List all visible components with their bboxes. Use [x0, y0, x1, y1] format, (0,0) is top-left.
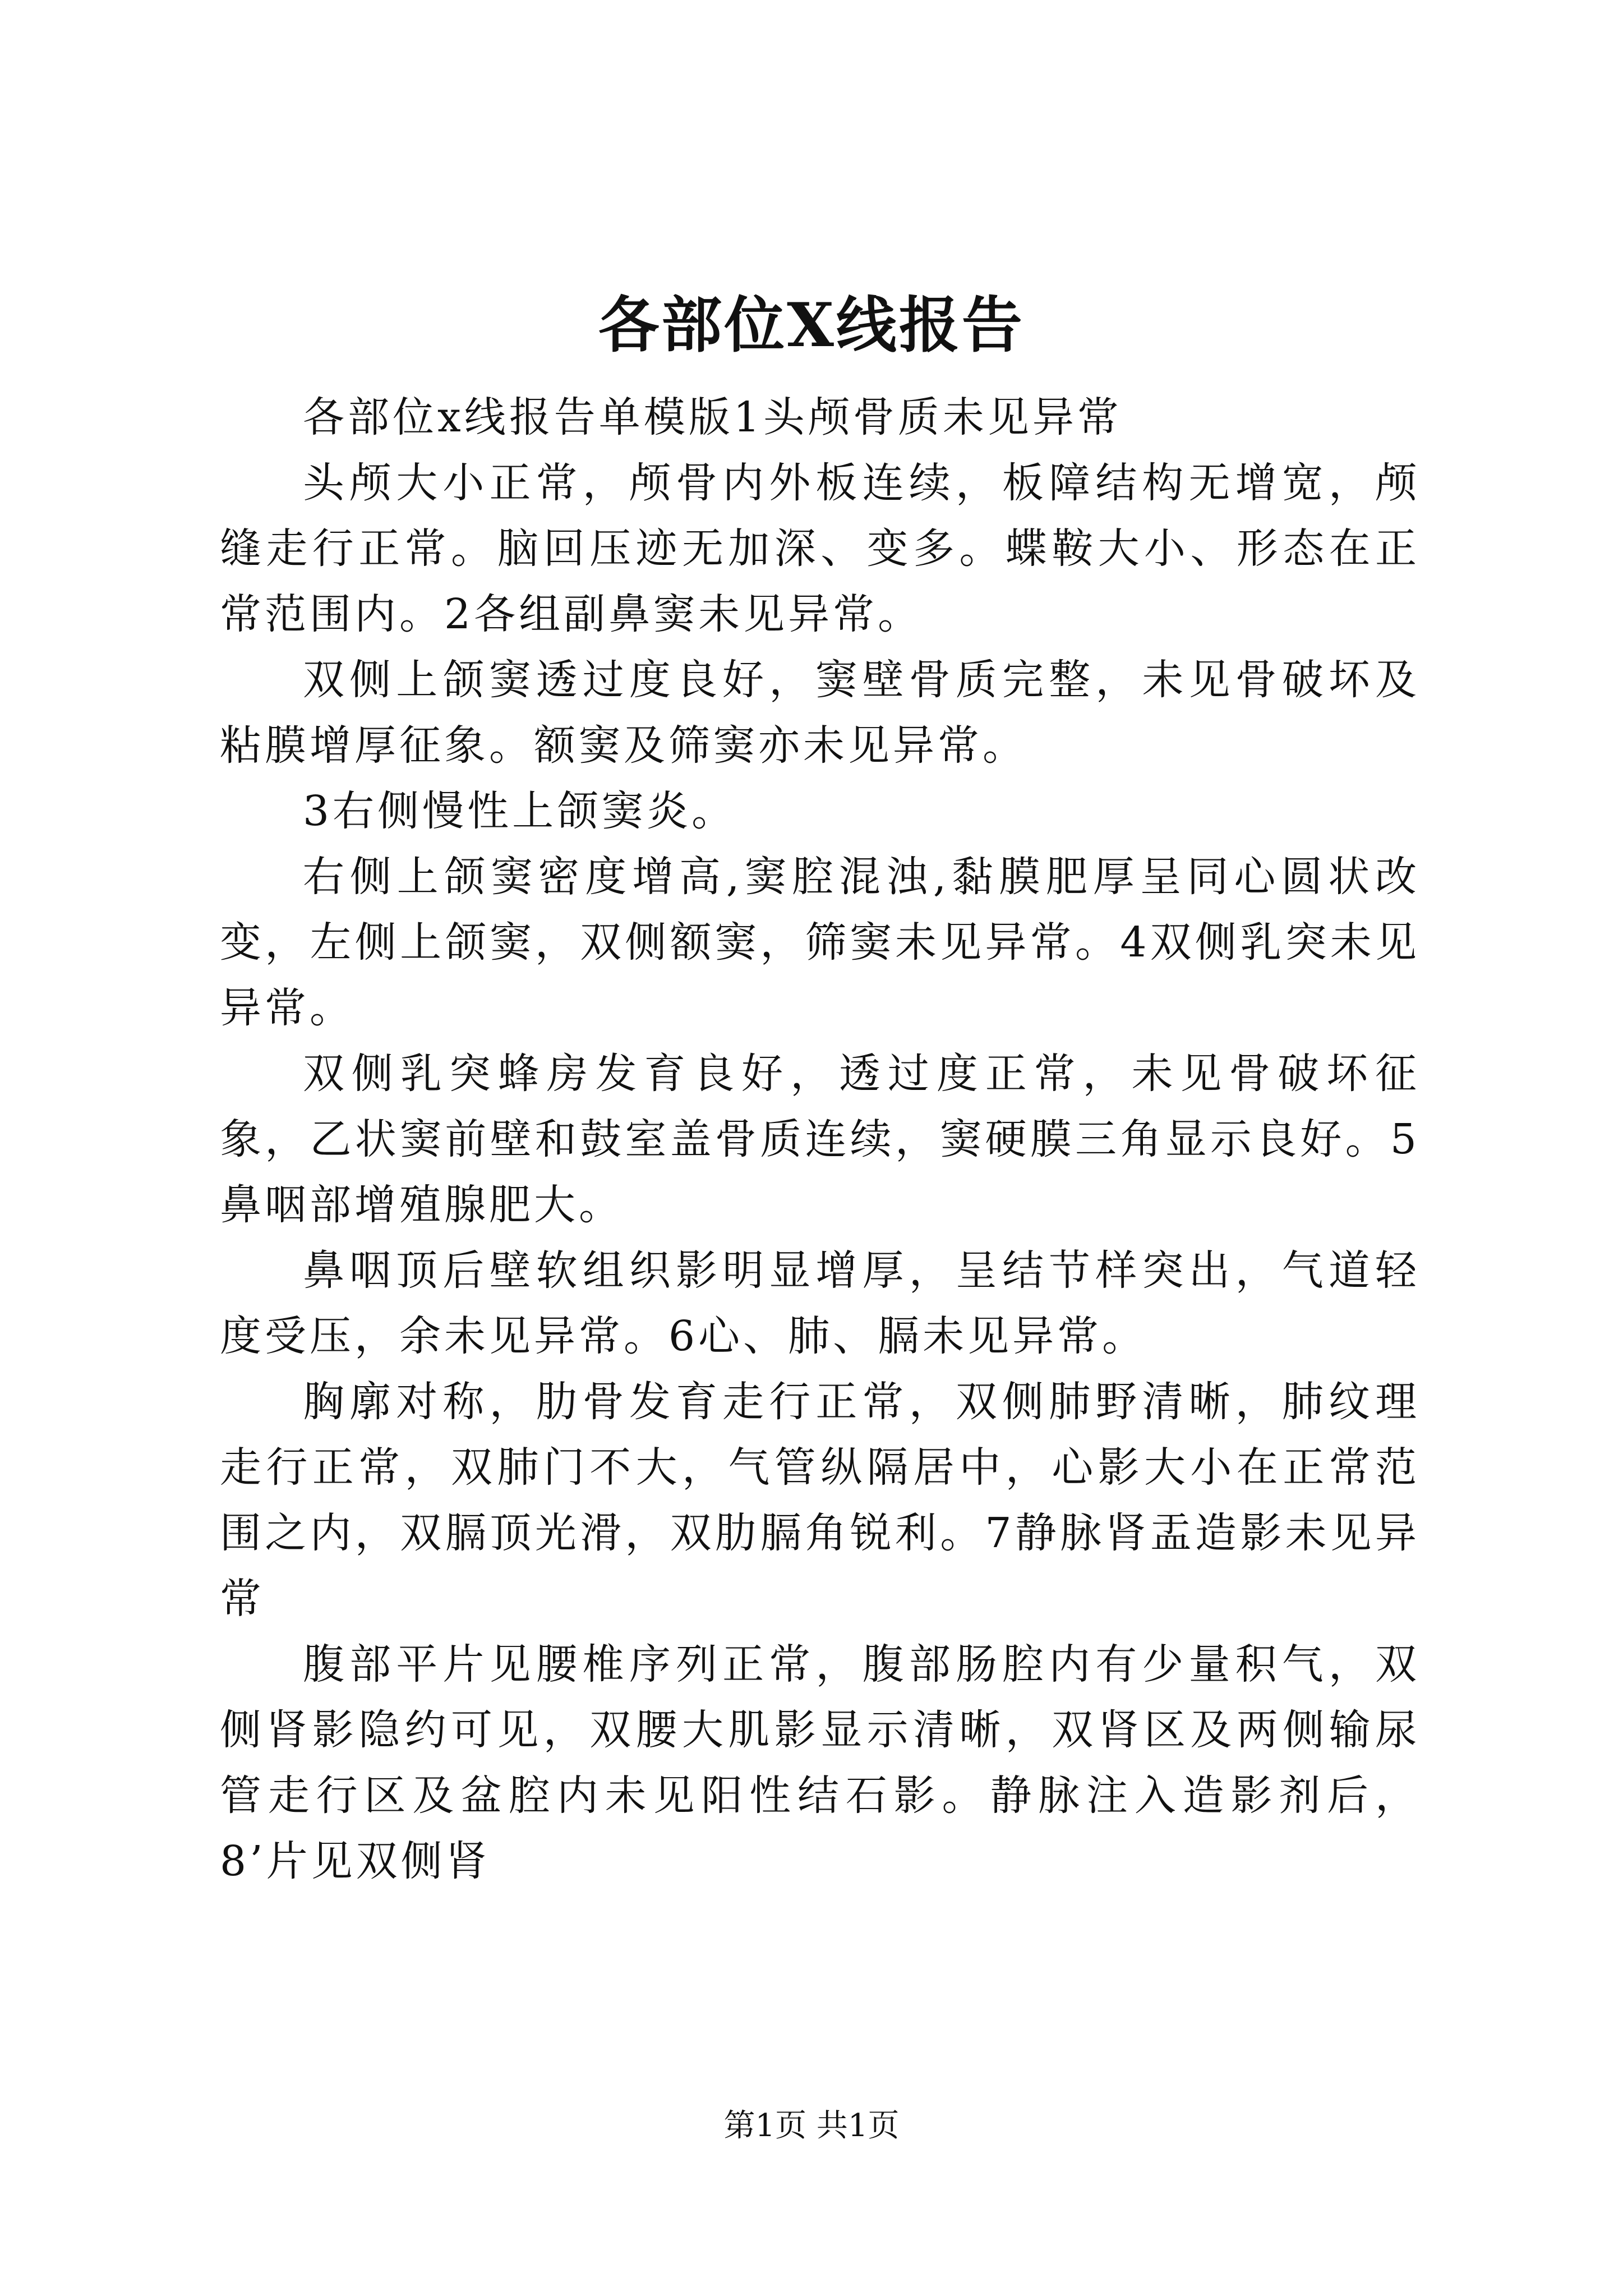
document-title: 各部位X线报告 [598, 290, 1025, 361]
page-footer: 第1页 共1页 [723, 2108, 900, 2144]
paragraph: 头颅大小正常，颅骨内外板连续，板障结构无增宽，颅缝走行正常。脑回压迹无加深、变多。蝶鞍大小、形态在正常范围内。2各组副鼻窦未见异常。 [220, 459, 1420, 638]
document-body [220, 385, 1420, 1894]
paragraph: 腹部平片见腰椎序列正常，腹部肠腔内有少量积气，双侧肾影隐约可见，双腰大肌影显示清晰，双肾区及两侧输尿管走行区及盆腔内未见阳性结石影。静脉注入造影剂后，8’片见双侧肾 [220, 1640, 1420, 1885]
paragraph: 胸廓对称，肋骨发育走行正常，双侧肺野清晰，肺纹理走行正常，双肺门不大，气管纵隔居中，心影大小在正常范围之内，双膈顶光滑，双肋膈角锐利。7静脉肾盂造影未见异常 [220, 1378, 1420, 1623]
paragraph: 右侧上颌窦密度增高,窦腔混浊,黏膜肥厚呈同心圆状改变，左侧上颌窦，双侧额窦，筛窦未见异常。4双侧乳突未见异常。 [220, 853, 1420, 1032]
paragraph: 各部位x线报告单模版1头颅骨质未见异常 [303, 393, 1122, 441]
paragraph: 双侧上颌窦透过度良好，窦壁骨质完整，未见骨破坏及粘膜增厚征象。额窦及筛窦亦未见异常。 [220, 656, 1420, 770]
paragraph: 双侧乳突蜂房发育良好，透过度正常，未见骨破坏征象，乙状窦前壁和鼓室盖骨质连续，窦硬膜三角显示良好。5鼻咽部增殖腺肥大。 [220, 1050, 1420, 1229]
paragraph: 3右侧慢性上颌窦炎。 [303, 787, 737, 835]
paragraph: 鼻咽顶后壁软组织影明显增厚，呈结节样突出，气道轻度受压，余未见异常。6心、肺、膈未见异常。 [220, 1246, 1420, 1360]
